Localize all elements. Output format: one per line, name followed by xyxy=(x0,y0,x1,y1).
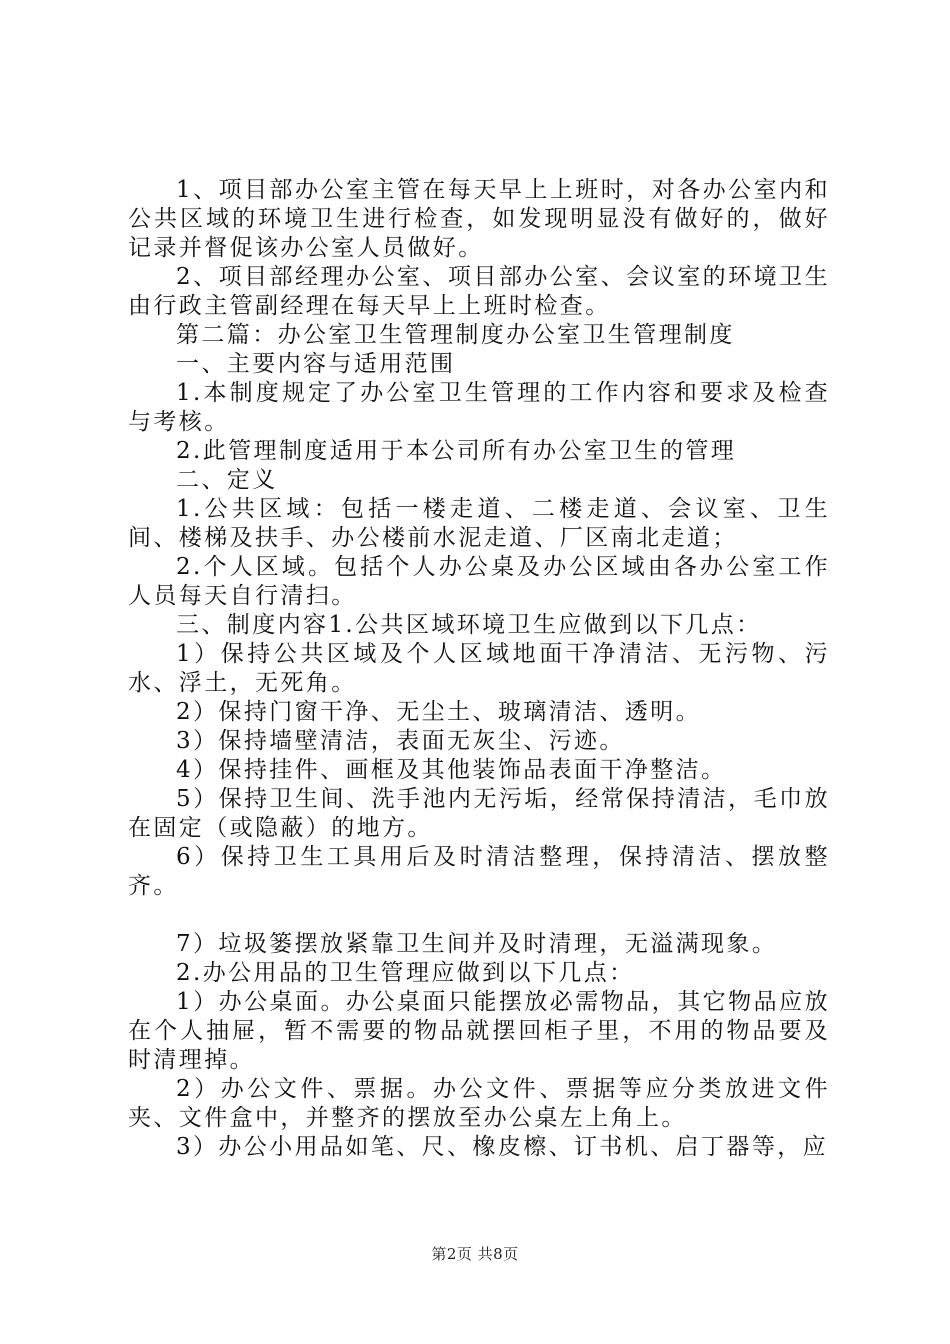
list-item: 2）办公文件、票据。办公文件、票据等应分类放进文件夹、文件盒中，并整齐的摆放至办公桌左上角上。 xyxy=(128,1076,830,1131)
paragraph: 2、项目部经理办公室、项目部办公室、会议室的环境卫生由行政主管副经理在每天早上上班时检查。 xyxy=(128,264,830,319)
section-heading: 一、主要内容与适用范围 xyxy=(176,351,456,377)
list-item: 7）垃圾篓摆放紧靠卫生间并及时清理，无溢满现象。 xyxy=(176,931,778,957)
paragraph: 1.公共区域：包括一楼走道、二楼走道、会议室、卫生间、楼梯及扶手、办公楼前水泥走道、厂区南北走道； xyxy=(128,496,830,551)
list-item: 1）保持公共区域及个人区域地面干净清洁、无污物、污水、浮土，无死角。 xyxy=(128,641,830,696)
list-item: 4）保持挂件、画框及其他装饰品表面干净整洁。 xyxy=(176,757,727,783)
paragraph: 1、项目部办公室主管在每天早上上班时，对各办公室内和公共区域的环境卫生进行检查，如发现明显没有做好的，做好记录并督促该办公室人员做好。 xyxy=(128,177,830,261)
blank-line xyxy=(128,901,830,930)
list-item: 3）办公小用品如笔、尺、橡皮檫、订书机、启丁器等，应 xyxy=(176,1134,829,1160)
list-item: 6）保持卫生工具用后及时清洁整理，保持清洁、摆放整齐。 xyxy=(128,844,830,899)
paragraph: 2.个人区域。包括个人办公桌及办公区域由各办公室工作人员每天自行清扫。 xyxy=(128,554,830,609)
document-body xyxy=(128,176,830,1162)
list-item: 3）保持墙壁清洁，表面无灰尘、污迹。 xyxy=(176,728,625,754)
section-heading: 第二篇：办公室卫生管理制度办公室卫生管理制度 xyxy=(176,322,735,348)
list-item: 2）保持门窗干净、无尘土、玻璃清洁、透明。 xyxy=(176,699,702,725)
section-heading: 三、制度内容1.公共区域环境卫生应做到以下几点： xyxy=(176,612,762,638)
paragraph: 2.此管理制度适用于本公司所有办公室卫生的管理 xyxy=(176,438,737,464)
paragraph: 1.本制度规定了办公室卫生管理的工作内容和要求及检查与考核。 xyxy=(128,380,830,435)
section-heading: 二、定义 xyxy=(176,467,278,493)
page-number: 第2页 共8页 xyxy=(431,1245,519,1263)
section-heading: 2.办公用品的卫生管理应做到以下几点： xyxy=(176,960,635,986)
list-item: 1）办公桌面。办公桌面只能摆放必需物品，其它物品应放在个人抽屉，暂不需要的物品就摆回柜子里，不用的物品要及时清理掉。 xyxy=(128,989,830,1073)
list-item: 5）保持卫生间、洗手池内无污垢，经常保持清洁，毛巾放在固定（或隐蔽）的地方。 xyxy=(128,786,830,841)
